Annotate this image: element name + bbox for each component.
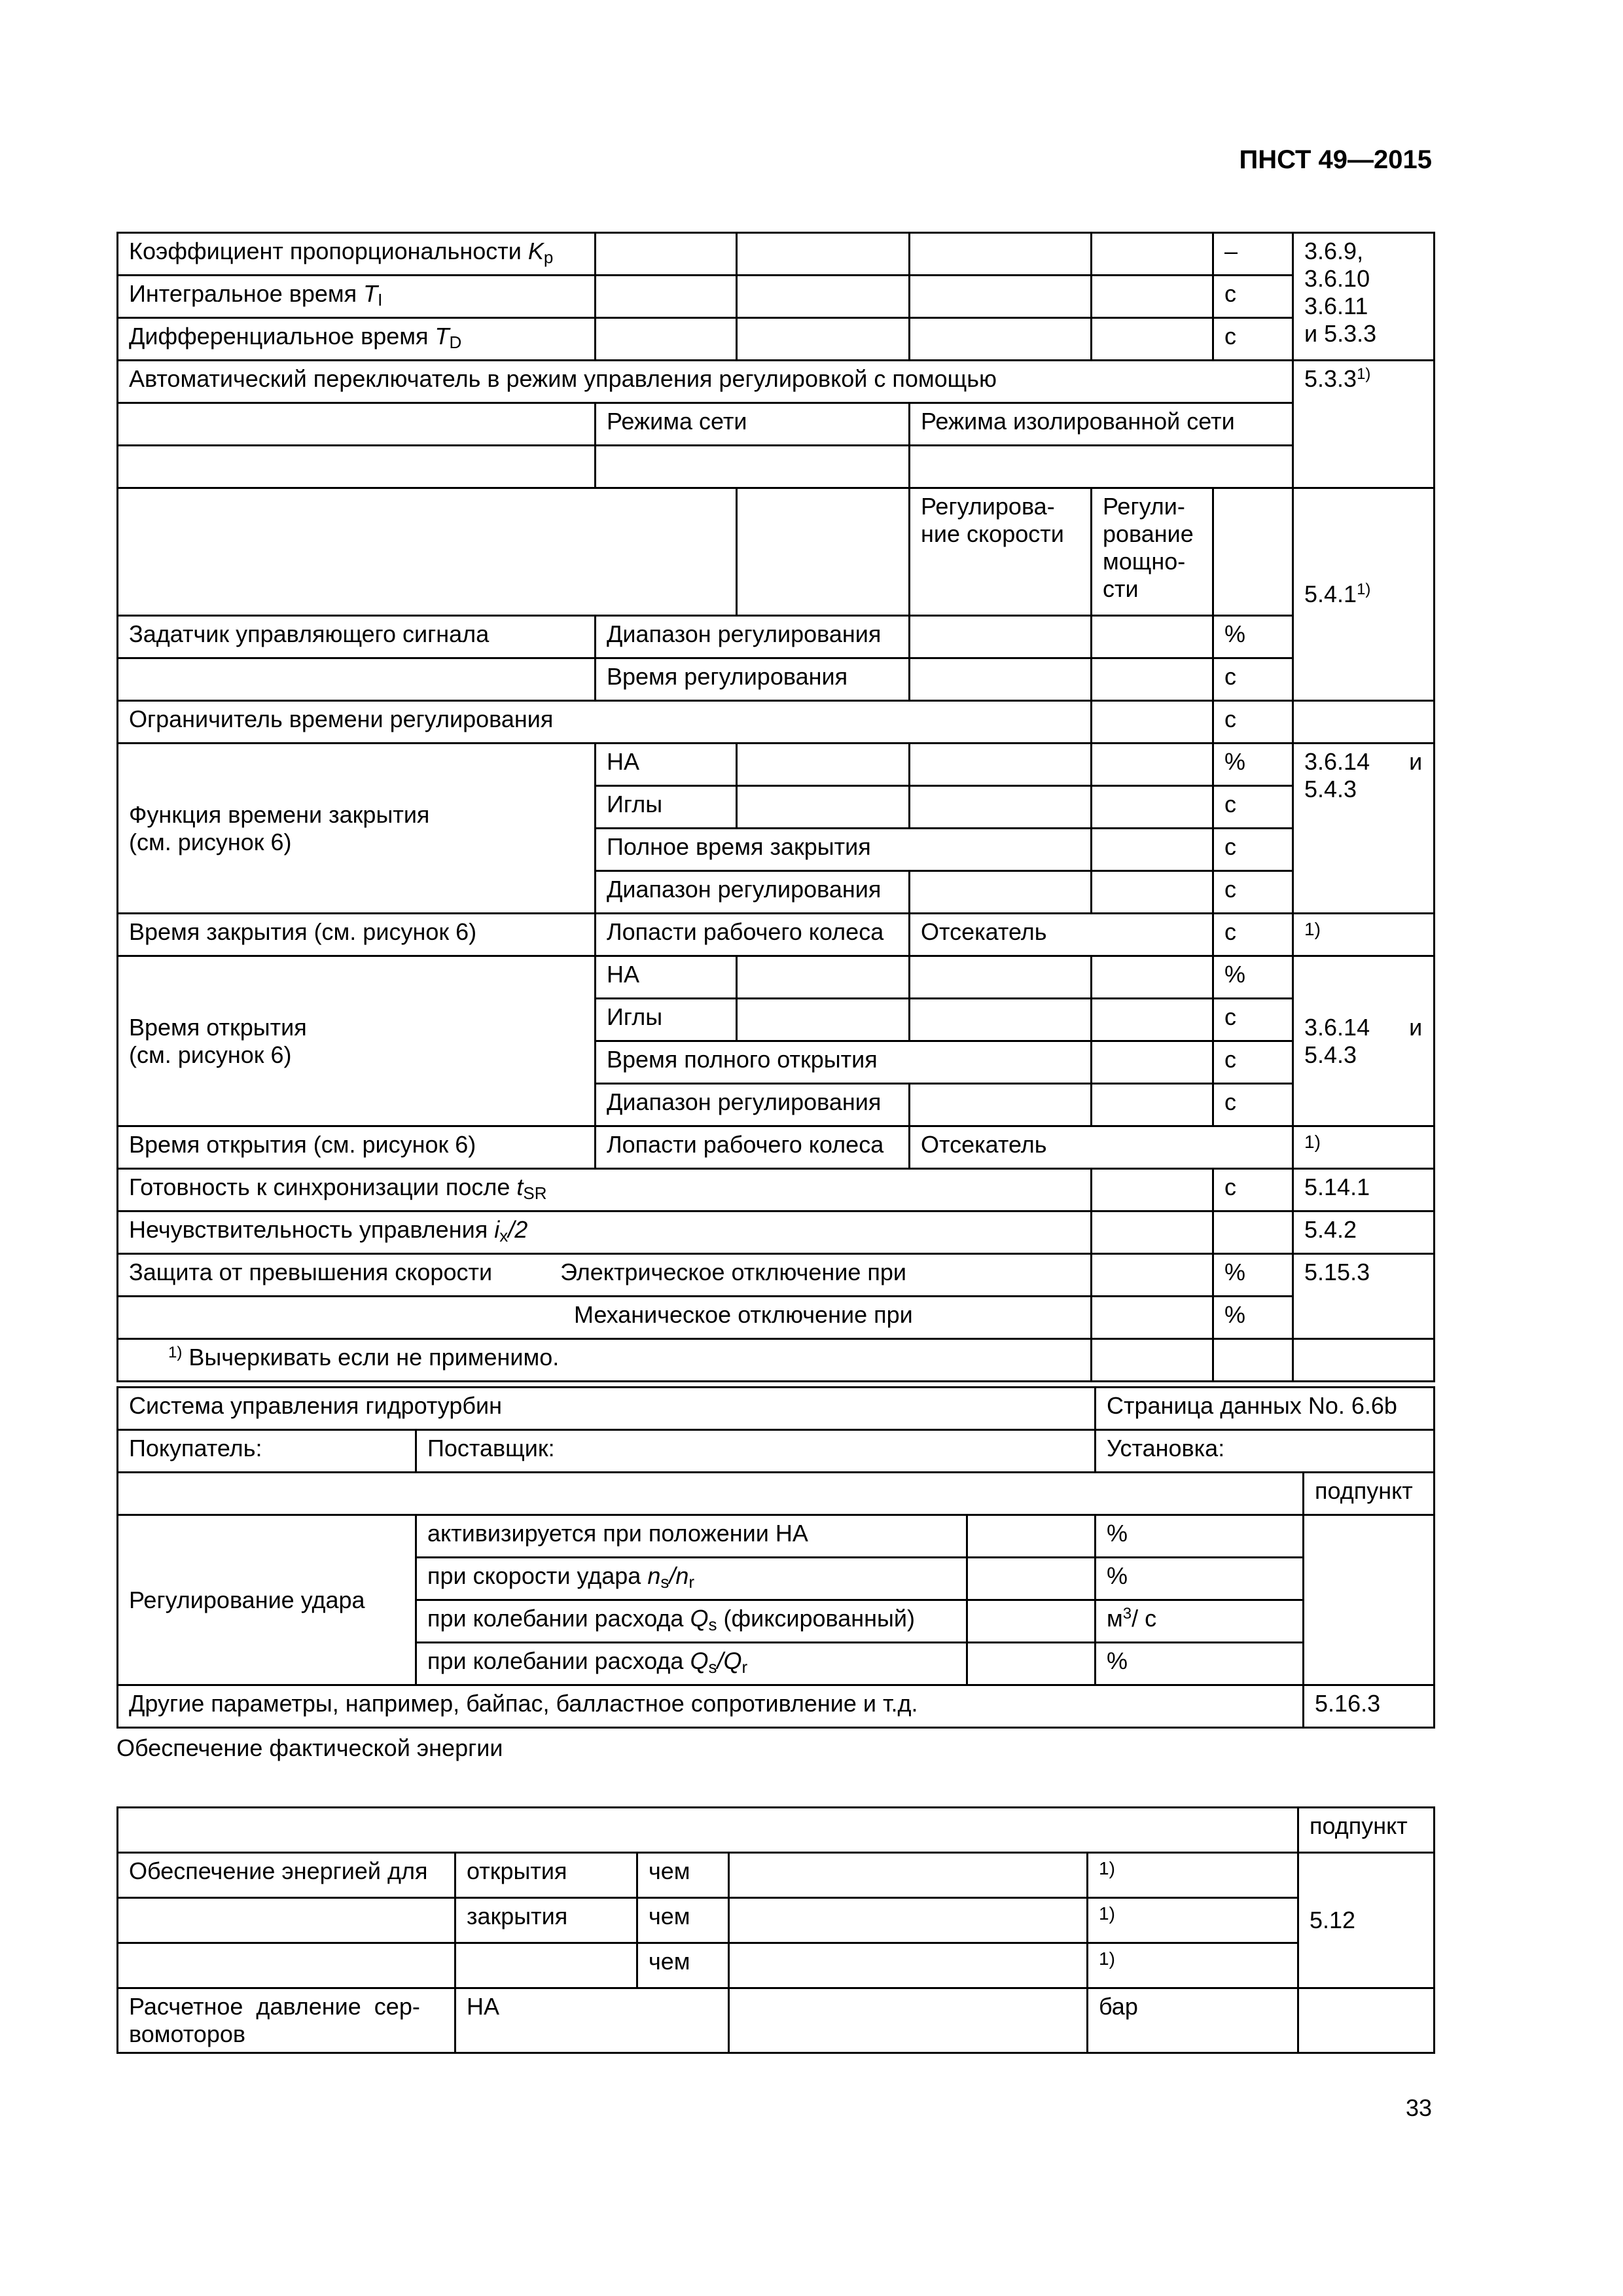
input-cell[interactable] <box>737 276 910 318</box>
unit-cell: с <box>1213 318 1293 361</box>
input-cell[interactable] <box>967 1600 1096 1643</box>
input-cell[interactable] <box>1092 658 1213 701</box>
section-caption: Обеспечение фактической энергии <box>116 1734 503 1761</box>
kp-label: Коэффициент пропорциональности $K_p$ <box>118 233 596 276</box>
needles-label: Иглы <box>596 786 737 829</box>
unit-cell: с <box>1213 914 1293 956</box>
footnote-ref: 1) <box>1088 1943 1298 1988</box>
input-cell[interactable] <box>910 446 1293 488</box>
input-cell[interactable] <box>1092 829 1213 871</box>
input-cell[interactable] <box>910 616 1092 658</box>
table-row <box>118 658 1435 701</box>
full-close-label: Полное время закрытия <box>596 829 1092 871</box>
ref-cell: 3.6.14 и 5.4.3 <box>1293 956 1435 1126</box>
input-cell[interactable] <box>1092 616 1213 658</box>
flow-label: при колебании расхода $Q_s$ (фиксированный) <box>416 1600 967 1643</box>
unit-cell <box>1213 1211 1293 1254</box>
table-row <box>118 701 1435 744</box>
iso-mode-label: Режима изолированной сети <box>910 403 1293 446</box>
table-row <box>118 446 1435 488</box>
input-cell[interactable] <box>596 233 737 276</box>
ha-label: НА <box>596 744 737 786</box>
unit-cell: с <box>1213 786 1293 829</box>
table-row <box>118 1126 1435 1169</box>
full-open-label: Время полного открытия <box>596 1041 1092 1084</box>
input-cell[interactable] <box>737 999 910 1041</box>
unit-cell: % <box>1213 1254 1293 1297</box>
other-params-label: Другие параметры, например, байпас, балластное сопротивление и т.д. <box>118 1685 1304 1728</box>
unit-cell: с <box>1213 1041 1293 1084</box>
governor-system-table <box>116 1386 1435 1729</box>
table-row <box>118 1169 1435 1211</box>
closing-func-label: Функция времени закрытия (см. рисунок 6) <box>118 744 596 914</box>
blank-cell <box>1213 488 1293 616</box>
surge-label: Регулирование удара <box>118 1515 416 1685</box>
flow2-label: при колебании расхода $Q_s/Q_r$ <box>416 1643 967 1685</box>
ref-cell <box>1298 1988 1435 2053</box>
opening-label: открытия <box>455 1853 637 1898</box>
table-row <box>118 1211 1435 1254</box>
unit-cell: с <box>1213 276 1293 318</box>
ref-cell: 5.16.3 <box>1304 1685 1435 1728</box>
input-cell[interactable] <box>1092 701 1213 744</box>
cutoff-label: Отсекатель <box>910 914 1213 956</box>
speed-label: при скорости удара $n_s/n_r$ <box>416 1558 967 1600</box>
input-cell[interactable] <box>967 1558 1096 1600</box>
ref-cell: 5.4.2 <box>1293 1211 1435 1254</box>
table-row <box>118 616 1435 658</box>
footnote-ref: 1) <box>1088 1853 1298 1898</box>
than-label: чем <box>637 1943 729 1988</box>
than-label: чем <box>637 1898 729 1943</box>
document-id: ПНСТ 49—2015 <box>1239 145 1432 174</box>
table-row <box>118 1808 1435 1853</box>
auto-switch-label: Автоматический переключатель в режим управления регулировкой с помощью <box>118 361 1293 403</box>
setpoint-label: Задатчик управляющего сигнала <box>118 616 596 658</box>
input-cell[interactable] <box>1092 1084 1213 1126</box>
table-row <box>118 744 1435 786</box>
td-label: Дифференциальное время $T_D$ <box>118 318 596 361</box>
footnote: $^{1)}$ Вычеркивать если не применимо. <box>118 1339 1092 1382</box>
subclause-header: подпункт <box>1298 1808 1435 1853</box>
table-row <box>118 1515 1435 1558</box>
input-cell[interactable] <box>1092 1041 1213 1084</box>
input-cell[interactable] <box>737 956 910 999</box>
table-row <box>118 1388 1435 1430</box>
input-cell[interactable] <box>1092 999 1213 1041</box>
input-cell[interactable] <box>1092 1211 1213 1254</box>
ref-cell: 5.14.1 <box>1293 1169 1435 1211</box>
cutoff-label: Отсекатель <box>910 1126 1293 1169</box>
input-cell[interactable] <box>910 233 1092 276</box>
input-cell[interactable] <box>1092 871 1213 914</box>
blank-cell <box>1213 1339 1293 1382</box>
unit-cell: $м^3/$ с <box>1096 1600 1304 1643</box>
blank-cell <box>1293 1339 1435 1382</box>
input-cell[interactable] <box>729 1853 1088 1898</box>
speed-reg-header: Регулирова- ние скорости <box>910 488 1092 616</box>
input-cell[interactable] <box>1092 1297 1213 1339</box>
input-cell[interactable] <box>910 658 1092 701</box>
blades-label: Лопасти рабочего колеса <box>596 914 910 956</box>
unit-cell: с <box>1213 829 1293 871</box>
input-cell[interactable] <box>910 871 1092 914</box>
insens-label: Нечувствительность управления $i_x/2$ <box>118 1211 1092 1254</box>
input-cell[interactable] <box>1092 233 1213 276</box>
parameters-table-continued <box>116 232 1435 1382</box>
unit-cell: с <box>1213 658 1293 701</box>
ref-cell: 3.6.14 и 5.4.3 <box>1293 744 1435 914</box>
blank-cell <box>1092 1339 1213 1382</box>
table-row <box>118 1473 1435 1515</box>
range-label: Диапазон регулирования <box>596 616 910 658</box>
unit-cell: % <box>1213 1297 1293 1339</box>
input-cell[interactable] <box>1092 1169 1213 1211</box>
opening-time-label-2: Время открытия (см. рисунок 6) <box>118 1126 596 1169</box>
unit-cell: % <box>1213 616 1293 658</box>
blank-cell <box>118 1898 455 1943</box>
input-cell[interactable] <box>455 1943 637 1988</box>
ref-cell: 5.15.3 <box>1293 1254 1435 1339</box>
unit-cell: % <box>1213 956 1293 999</box>
table-row <box>118 1685 1435 1728</box>
closing-time-label: Время закрытия (см. рисунок 6) <box>118 914 596 956</box>
table-row <box>118 1339 1435 1382</box>
input-cell[interactable] <box>729 1988 1088 2053</box>
input-cell[interactable] <box>1092 1254 1213 1297</box>
than-label: чем <box>637 1853 729 1898</box>
unit-cell: с <box>1213 871 1293 914</box>
mech-trip-label: Механическое отключение при <box>118 1297 1092 1339</box>
needles-label: Иглы <box>596 999 737 1041</box>
input-cell[interactable] <box>737 233 910 276</box>
blank-cell <box>118 1808 1298 1853</box>
datapage-label: Страница данных No. 6.6b <box>1096 1388 1435 1430</box>
unit-cell: % <box>1096 1558 1304 1600</box>
blank-cell <box>118 488 737 616</box>
footnote-ref: 1) <box>1293 1126 1435 1169</box>
blank-cell <box>118 1943 455 1988</box>
system-label: Система управления гидротурбин <box>118 1388 1096 1430</box>
table-row <box>118 233 1435 276</box>
ha-label: НА <box>455 1988 729 2053</box>
input-cell[interactable] <box>737 786 910 829</box>
input-cell[interactable] <box>910 999 1092 1041</box>
input-cell[interactable] <box>737 318 910 361</box>
table-row <box>118 1430 1435 1473</box>
installation-field[interactable]: Установка: <box>1096 1430 1435 1473</box>
page-number: 33 <box>1405 2094 1432 2121</box>
table-row <box>118 318 1435 361</box>
unit-cell: с <box>1213 1169 1293 1211</box>
input-cell[interactable] <box>596 446 910 488</box>
range-label: Диапазон регулирования <box>596 1084 910 1126</box>
ref-cell: 5.4.1$^{1)}$ <box>1293 488 1435 701</box>
energy-for-label: Обеспечение энергией для <box>118 1853 455 1898</box>
table-row <box>118 1254 1435 1297</box>
input-cell[interactable] <box>596 276 737 318</box>
input-cell[interactable] <box>910 318 1092 361</box>
bar-unit: бар <box>1088 1988 1298 2053</box>
range-label: Диапазон регулирования <box>596 871 910 914</box>
ref-cell: 5.3.3$^{1)}$ <box>1293 361 1435 488</box>
input-cell[interactable] <box>118 446 596 488</box>
blank-cell <box>118 1473 1304 1515</box>
table-row <box>118 914 1435 956</box>
unit-cell: с <box>1213 701 1293 744</box>
blank-cell <box>737 488 910 616</box>
net-mode-label: Режима сети <box>596 403 910 446</box>
sync-label: Готовность к синхронизации после $t_{SR}$ <box>118 1169 1092 1211</box>
input-cell[interactable] <box>1092 786 1213 829</box>
unit-cell: % <box>1096 1643 1304 1685</box>
blades-label: Лопасти рабочего колеса <box>596 1126 910 1169</box>
input-cell[interactable] <box>118 403 596 446</box>
table-row <box>118 276 1435 318</box>
footnote-ref: 1) <box>1088 1898 1298 1943</box>
limiter-label: Ограничитель времени регулирования <box>118 701 1092 744</box>
input-cell[interactable] <box>1092 956 1213 999</box>
input-cell[interactable] <box>729 1943 1088 1988</box>
unit-cell: % <box>1096 1515 1304 1558</box>
subclause-header: подпункт <box>1304 1473 1435 1515</box>
input-cell[interactable] <box>967 1515 1096 1558</box>
input-cell[interactable] <box>910 744 1092 786</box>
supplier-field[interactable]: Поставщик: <box>416 1430 1096 1473</box>
table-row <box>118 1297 1435 1339</box>
input-cell[interactable] <box>729 1898 1088 1943</box>
ha-label: НА <box>596 956 737 999</box>
footnote-ref: 1) <box>1293 914 1435 956</box>
input-cell[interactable] <box>910 956 1092 999</box>
buyer-field[interactable]: Покупатель: <box>118 1430 416 1473</box>
table-row <box>118 488 1435 616</box>
ref-cell: 5.12 <box>1298 1853 1435 1988</box>
unit-cell: % <box>1213 744 1293 786</box>
opening-time-label: Время открытия (см. рисунок 6) <box>118 956 596 1126</box>
input-cell[interactable] <box>1092 744 1213 786</box>
input-cell[interactable] <box>967 1643 1096 1685</box>
ref-cell <box>1293 701 1435 744</box>
table-row <box>118 1943 1435 1988</box>
closing-label: закрытия <box>455 1898 637 1943</box>
input-cell[interactable] <box>596 318 737 361</box>
unit-cell: с <box>1213 1084 1293 1126</box>
table-row <box>118 361 1435 403</box>
input-cell[interactable] <box>737 744 910 786</box>
power-reg-header: Регули- рование мощно- сти <box>1092 488 1213 616</box>
input-cell[interactable] <box>1092 276 1213 318</box>
ref-cell <box>1304 1515 1435 1685</box>
input-cell[interactable] <box>910 276 1092 318</box>
energy-supply-table <box>116 1806 1435 2054</box>
table-row <box>118 403 1435 446</box>
table-row <box>118 1988 1435 2053</box>
input-cell[interactable] <box>1092 318 1213 361</box>
input-cell[interactable] <box>910 786 1092 829</box>
table-row <box>118 956 1435 999</box>
ti-label: Интегральное время $T_I$ <box>118 276 596 318</box>
pressure-label: Расчетное давление сер- вомоторов <box>118 1988 455 2053</box>
unit-cell: – <box>1213 233 1293 276</box>
activ-label: активизируется при положении НА <box>416 1515 967 1558</box>
input-cell[interactable] <box>910 1084 1092 1126</box>
table-row <box>118 1898 1435 1943</box>
unit-cell: с <box>1213 999 1293 1041</box>
ref-cell: 3.6.9, 3.6.10 3.6.11 и 5.3.3 <box>1293 233 1435 361</box>
blank-cell <box>118 658 596 701</box>
reg-time-label: Время регулирования <box>596 658 910 701</box>
overspeed-label: Защита от превышения скорости Электрическое отключение при <box>118 1254 1092 1297</box>
table-row <box>118 1853 1435 1898</box>
